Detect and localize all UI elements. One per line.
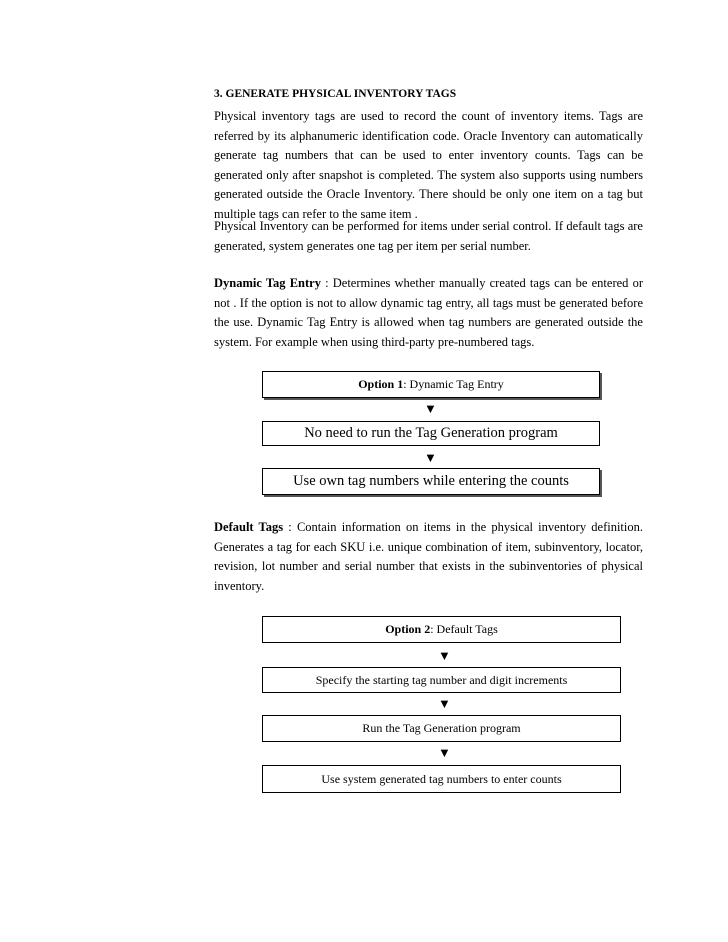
flow-arrow-icon: ▼ — [438, 745, 451, 760]
dynamic-tag-entry-definition: : Determines whether manually created tags can be entered or not . If the option is not to allow dynamic tag entry, all tags must be generated before the use. Dynamic Tag Entry is allowed when tag numbers are generated outside the system. For example when using third-party pre-numbered tags. — [214, 276, 643, 349]
option1-label: Option 1 — [358, 377, 404, 391]
option2-step1-box — [262, 667, 621, 693]
dynamic-tag-entry-term: Dynamic Tag Entry — [214, 276, 321, 290]
option2-step3-text: Use system generated tag numbers to enter counts — [321, 771, 562, 786]
option2-label: Option 2 — [385, 622, 431, 636]
option1-box — [262, 371, 600, 398]
option2-box — [262, 616, 621, 643]
option1-step1-box — [262, 421, 600, 446]
default-tags-definition: : Contain information on items in the physical inventory definition. Generates a tag for each SKU i.e. unique combination of item, subinventory, locator, revision, lot number and serial number that exists in the subinventories of physical inventory. — [214, 520, 644, 593]
option1-title: : Dynamic Tag Entry — [403, 377, 504, 391]
option2-step3-box — [262, 765, 621, 793]
flow-arrow-icon: ▼ — [438, 648, 451, 663]
intro-paragraph-1: Physical inventory tags are used to record the count of inventory items. Tags are referred by its alphanumeric identification code. Oracle Inventory can automatically generate tag numbers that can be used to enter inventory counts. Tags can be generated only after snapshot is completed. The system also supports using numbers generated outside the Oracle Inventory. There should be only one item on a tag but multiple tags can refer to the same item . — [214, 109, 643, 221]
flow-arrow-icon: ▼ — [438, 696, 451, 711]
dynamic-tag-entry-paragraph — [214, 274, 643, 352]
default-tags-paragraph — [214, 518, 643, 596]
default-tags-term: Default Tags — [214, 520, 284, 534]
intro-paragraph-2: Physical Inventory can be performed for items under serial control. If default tags are generated, system generates one tag per item per serial number. — [214, 219, 643, 253]
option2-step2-box — [262, 715, 621, 742]
option1-step2-box — [262, 468, 600, 495]
option2-step1-text: Specify the starting tag number and digit increments — [315, 672, 568, 687]
flow-arrow-icon: ▼ — [424, 450, 437, 465]
option1-step2-text: Use own tag numbers while entering the counts — [293, 473, 569, 489]
section-heading: 3. GENERATE PHYSICAL INVENTORY TAGS — [214, 88, 457, 100]
option2-title: : Default Tags — [430, 622, 498, 636]
option2-step2-text: Run the Tag Generation program — [362, 721, 521, 735]
option1-step1-text: No need to run the Tag Generation program — [304, 425, 558, 441]
flow-arrow-icon: ▼ — [424, 401, 437, 416]
